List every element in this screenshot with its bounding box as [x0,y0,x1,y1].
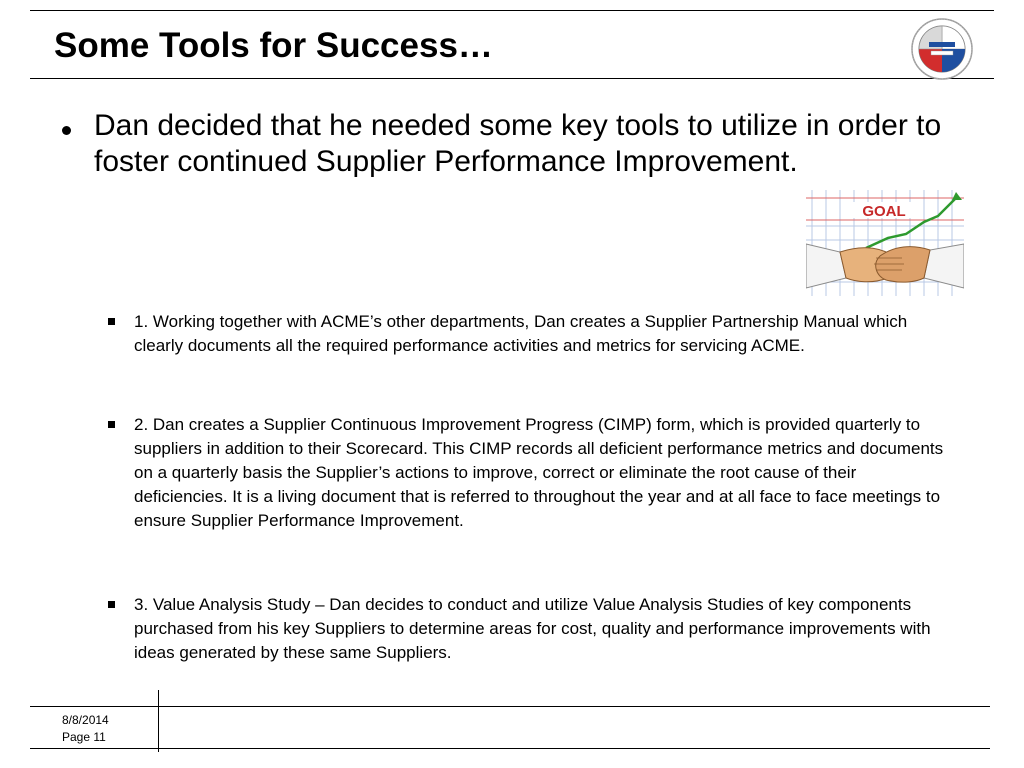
sub-bullet-3 [108,593,948,665]
sub-bullet-square [108,421,115,428]
sub-bullet-1 [108,310,948,358]
sub-bullet-square [108,318,115,325]
sub-bullet-square [108,601,115,608]
sub-bullet-2 [108,413,948,533]
footer-divider [158,690,159,752]
goal-handshake-image [806,186,964,298]
main-bullet-text: Dan decided that he needed some key tools to utilize in order to foster continued Supplier Performance Improvement. [94,109,942,178]
footer-rule-bottom [30,748,990,749]
footer-rule-top [30,706,990,707]
header-rule-top [30,10,994,11]
main-bullet-dot [62,126,71,135]
sub-bullet-text: 1. Working together with ACME’s other departments, Dan creates a Supplier Partnership Manual which clearly documents all the required performance activities and metrics for servicing ACME. [134,312,908,355]
sub-bullet-text: 3. Value Analysis Study – Dan decides to conduct and utilize Value Analysis Studies of key components purchased from his key Suppliers to determine areas for cost, quality and performance improvements with ideas generated by these same Suppliers. [134,595,931,662]
goal-label: GOAL [862,203,906,220]
header-rule-bottom [30,78,994,79]
sub-bullet-text: 2. Dan creates a Supplier Continuous Improvement Progress (CIMP) form, which is provided quarterly to suppliers in addition to their Scorecard. This CIMP records all deficient performance metrics and documents on a quarterly basis the Supplier’s actions to improve, correct or eliminate the root cause of their deficiencies. It is a living document that is referred to throughout the year and at all face to face meetings to ensure Supplier Performance Improvement. [134,415,944,530]
footer-page-number: Page 11 [62,730,106,744]
organization-logo [910,17,974,81]
slide-title: Some Tools for Success… [54,26,493,65]
footer-date: 8/8/2014 [62,713,109,727]
